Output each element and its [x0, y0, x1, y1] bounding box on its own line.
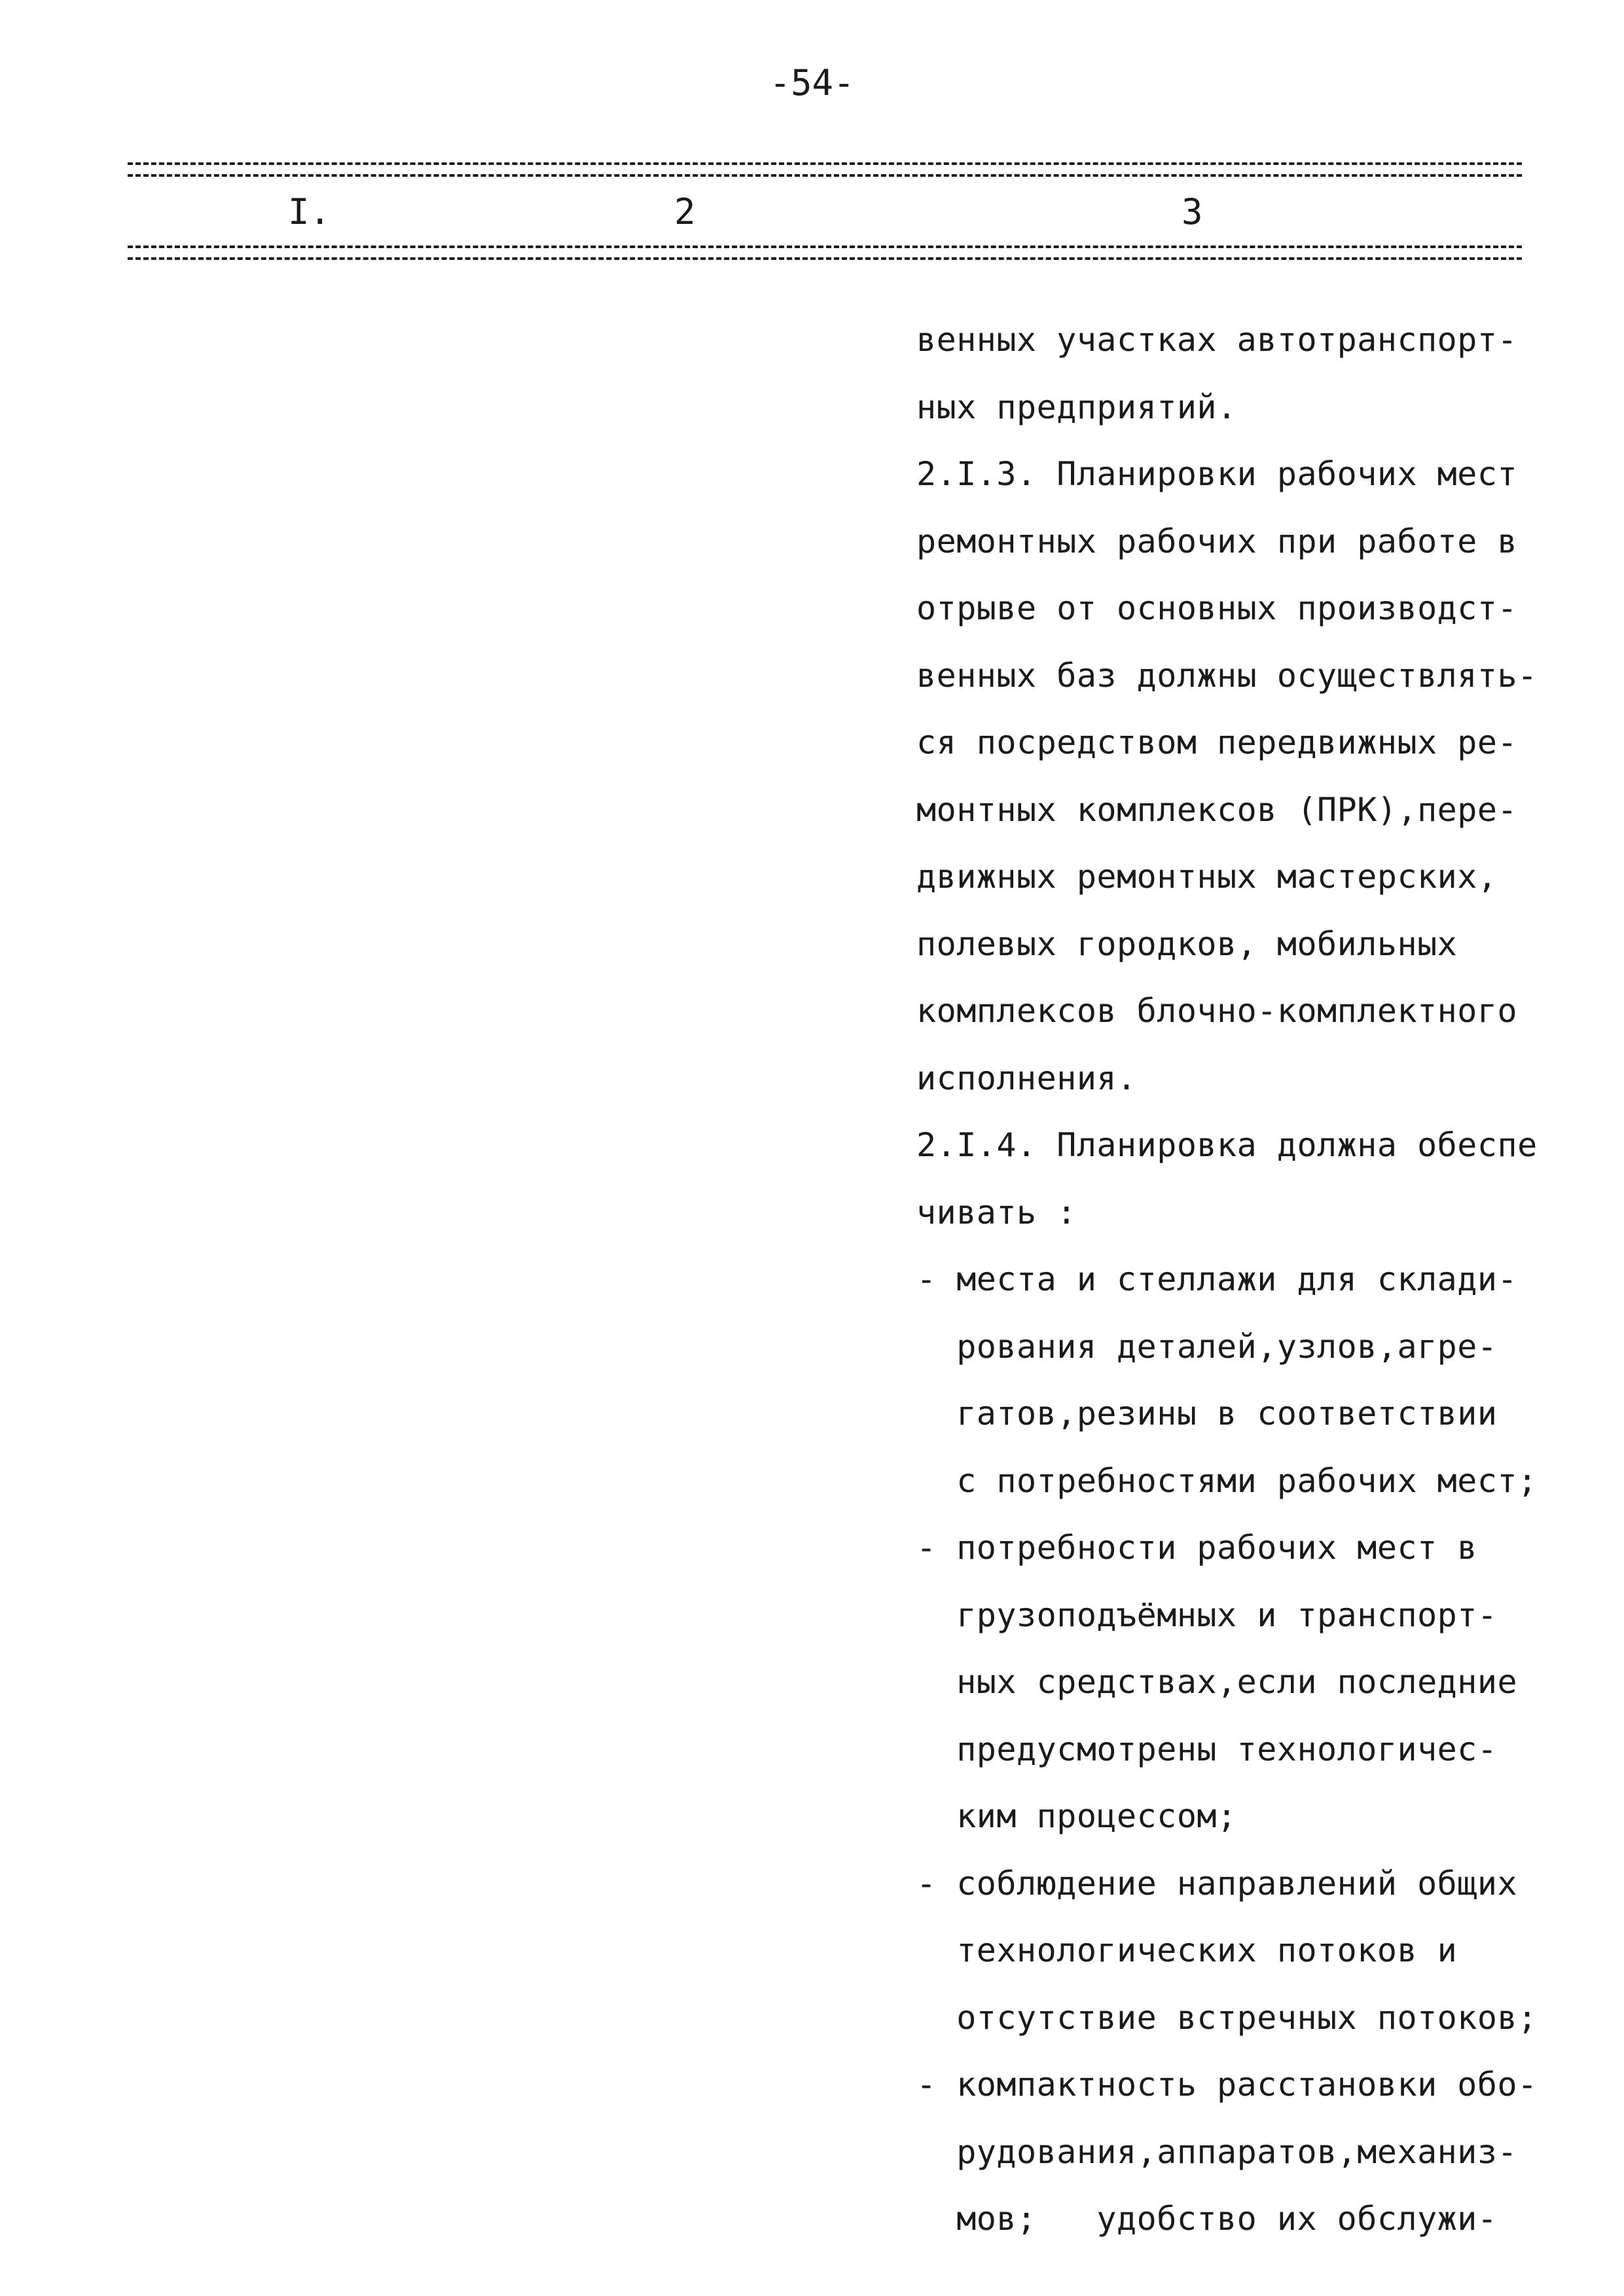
text-line: ных предприятий.	[916, 388, 1237, 426]
text-line: венных баз должны осуществлять-	[916, 656, 1538, 695]
text-line: предусмотрены технологичес-	[916, 1730, 1498, 1768]
column-header-1: I.	[288, 191, 331, 232]
column-3-text	[916, 306, 1610, 2253]
text-line: отсутствие встречных потоков;	[916, 1998, 1538, 2037]
table-header-top-rule	[128, 162, 1522, 177]
text-line: ким процессом;	[916, 1797, 1237, 1835]
text-line: гатов,резины в соответствии	[916, 1394, 1498, 1432]
text-line: комплексов блочно-комплектного	[916, 992, 1518, 1030]
column-header-2: 2	[674, 191, 696, 232]
page-number: -54-	[769, 62, 855, 103]
text-line: с потребностями рабочих мест;	[916, 1461, 1538, 1500]
text-line: исполнения.	[916, 1059, 1137, 1097]
text-line: чивать :	[916, 1193, 1077, 1231]
text-line: 2.I.4. Планировка должна обеспе	[916, 1126, 1538, 1164]
text-line: технологических потоков и	[916, 1931, 1458, 1969]
text-line: - компактность расстановки обо-	[916, 2066, 1538, 2104]
column-header-3: 3	[1182, 191, 1203, 232]
text-line: движных ремонтных мастерских,	[916, 858, 1498, 896]
text-line: мов; удобство их обслужи-	[916, 2200, 1498, 2238]
text-line: ных средствах,если последние	[916, 1663, 1518, 1701]
text-line: отрыве от основных производст-	[916, 589, 1518, 627]
text-line: 2.I.3. Планировки рабочих мест	[916, 455, 1518, 493]
text-line: - соблюдение направлений общих	[916, 1864, 1518, 1903]
text-line: рования деталей,узлов,агре-	[916, 1327, 1498, 1366]
table-header-bottom-rule	[128, 246, 1522, 260]
text-line: полевых городков, мобильных	[916, 924, 1458, 963]
text-line: рудования,аппаратов,механиз-	[916, 2132, 1518, 2171]
text-line: монтных комплексов (ПРК),пере-	[916, 790, 1518, 829]
text-line: ремонтных рабочих при работе в	[916, 522, 1518, 560]
text-line: грузоподъёмных и транспорт-	[916, 1595, 1498, 1634]
text-line: - места и стеллажи для склади-	[916, 1260, 1518, 1298]
text-line: венных участках автотранспорт-	[916, 321, 1518, 359]
text-line: ся посредством передвижных ре-	[916, 723, 1518, 761]
text-line: - потребности рабочих мест в	[916, 1529, 1477, 1567]
